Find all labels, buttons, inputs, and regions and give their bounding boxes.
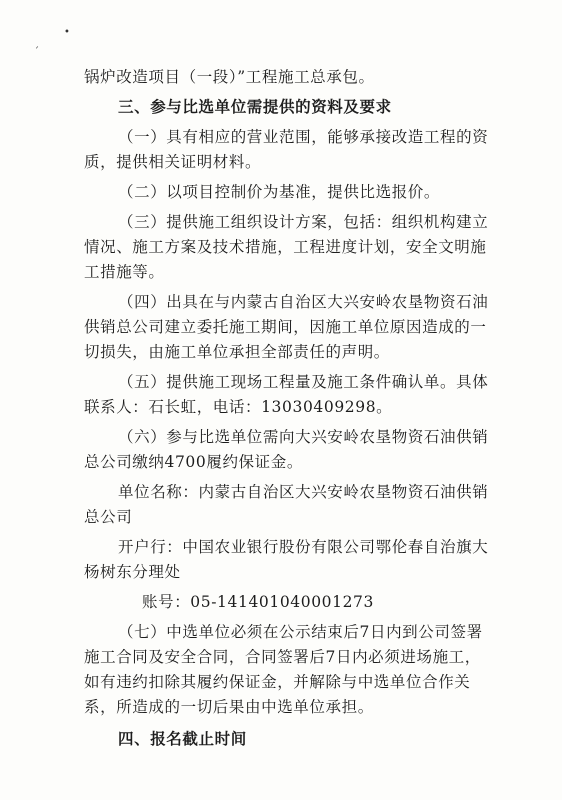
- text-line-item4-c: 切损失，由施工单位承担全部责任的声明。: [84, 343, 390, 361]
- text-line-bank-a: 开户行：中国农业银行股份有限公司鄂伦春自治旗大: [118, 538, 489, 556]
- text-line-item3-b: 情况、施工方案及技术措施，工程进度计划，安全文明施: [84, 238, 487, 256]
- text-line-item7-d: 系，所造成的一切后果由中选单位承担。: [84, 698, 374, 716]
- scan-dot-mark: •: [64, 27, 70, 38]
- text-line-item7-a: （七）中选单位必须在公示结束后7日内到公司签署: [118, 623, 483, 641]
- section-heading-3: 三、参与比选单位需提供的资料及要求: [118, 97, 392, 116]
- text-line-item6-a: （六）参与比选单位需向大兴安岭农垦物资石油供销: [118, 428, 489, 446]
- text-line-item7-b: 施工合同及安全合同，合同签署后7日内必须进场施工，: [84, 648, 481, 666]
- text-line-unit-name-b: 总公司: [84, 508, 133, 526]
- text-line-unit-name-a: 单位名称：内蒙古自治区大兴安岭农垦物资石油供销: [118, 483, 489, 501]
- text-line-item3-a: （三）提供施工组织设计方案，包括：组织机构建立: [118, 213, 489, 231]
- text-line-item1-b: 质，提供相关证明材料。: [84, 153, 262, 171]
- text-line-item5-b: 联系人：石长虹，电话：13030409298。: [84, 398, 393, 416]
- text-line-item3-c: 工措施等。: [84, 263, 165, 281]
- section-heading-4: 四、报名截止时间: [118, 729, 247, 748]
- text-line-item2: （二）以项目控制价为基准，提供比选报价。: [118, 183, 441, 201]
- text-line-item5-a: （五）提供施工现场工程量及施工条件确认单。具体: [118, 373, 489, 391]
- text-line-bank-b: 杨树东分理处: [84, 563, 181, 581]
- text-line-item4-b: 供销总公司建立委托施工期间，因施工单位原因造成的一: [84, 318, 487, 336]
- text-line-item4-a: （四）出具在与内蒙古自治区大兴安岭农垦物资石油: [118, 293, 489, 311]
- text-line-account-number: 账号：05-141401040001273: [142, 593, 374, 611]
- text-line-item7-c: 如有违约扣除其履约保证金，并解除与中选单位合作关: [84, 673, 471, 691]
- text-line-continuation: 锅炉改造项目（一段）”工程施工总承包。: [84, 68, 375, 86]
- text-line-item6-b: 总公司缴纳4700履约保证金。: [84, 453, 303, 471]
- text-line-item1-a: （一）具有相应的营业范围，能够承接改造工程的资: [118, 128, 489, 146]
- scan-tick-mark: ˊ: [34, 47, 39, 58]
